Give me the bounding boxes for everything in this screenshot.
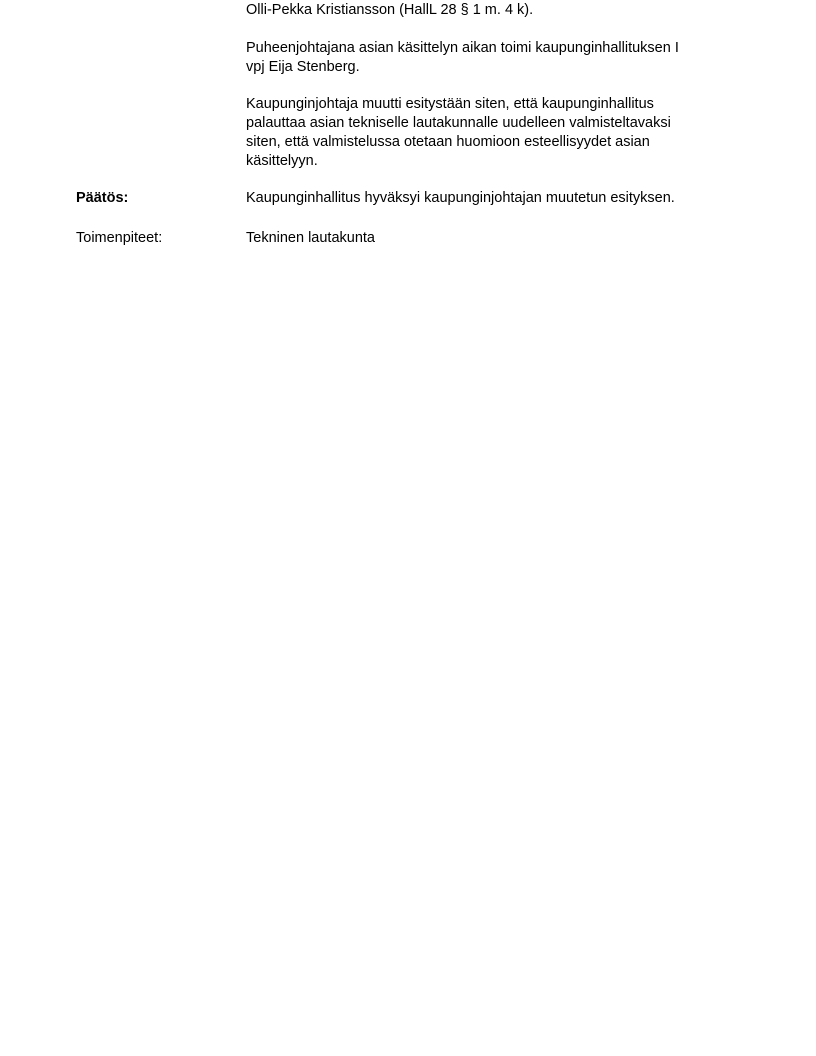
decision-text: Kaupunginhallitus hyväksyi kaupunginjohtajan muutetun esityksen. <box>246 190 675 206</box>
paragraph-recusal: Olli-Pekka Kristiansson (HallL 28 § 1 m. 4 k). <box>246 2 534 18</box>
actions-text: Tekninen lautakunta <box>246 230 375 246</box>
paragraph-mayor-proposal: Kaupunginjohtaja muutti esitystään siten, että kaupunginhallitus palauttaa asian tekniselle lautakunnalle uudelleen valmisteltavaksi siten, että valmistelussa otetaan huomioon esteellisyydet asian käsittelyyn. <box>246 96 671 169</box>
actions-label: Toimenpiteet: <box>76 230 163 246</box>
paragraph-chair: Puheenjohtajana asian käsittelyn aikan toimi kaupunginhallituksen I vpj Eija Stenberg. <box>246 40 679 75</box>
decision-label: Päätös: <box>76 190 129 206</box>
